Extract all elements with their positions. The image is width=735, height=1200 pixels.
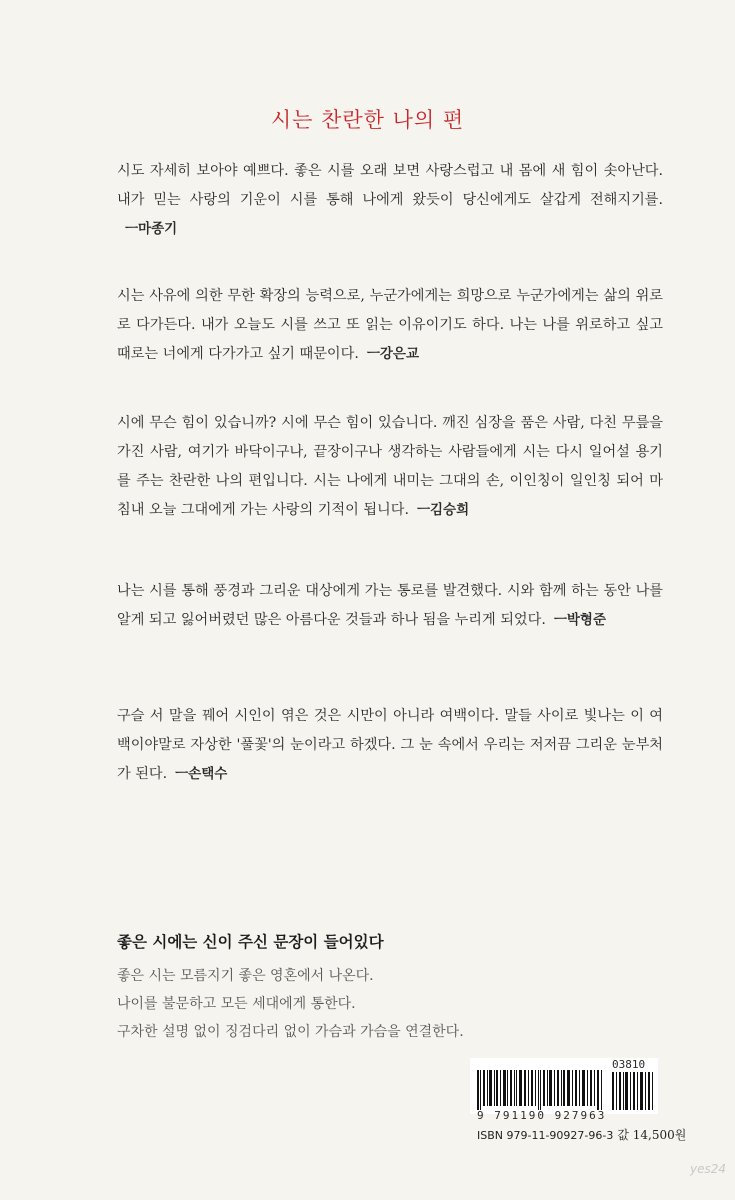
blurb-5: [117, 702, 663, 789]
blurb-text: 시도 자세히 보아야 예쁘다. 좋은 시를 오래 보면 사랑스럽고 내 몸에 새 힘이 솟아난다. 내가 믿는 사랑의 기운이 시를 통해 나에게 왔듯이 당신에게도 살갑게 전해지기를.: [117, 163, 663, 208]
tagline-list: [117, 962, 464, 1046]
blurb-text: 시는 사유에 의한 무한 확장의 능력으로, 누군가에게는 희망으로 누군가에게는 삶의 위로로 다가든다. 내가 오늘도 시를 쓰고 또 읽는 이유이기도 하다. 나는 나를 위로하고 싶고 때로는 너에게 다가가고 싶기 때문이다.: [117, 288, 663, 362]
isbn-text: ISBN 979-11-90927-96-3: [477, 1129, 614, 1142]
tagline-line: 구차한 설명 없이 징검다리 없이 가슴과 가슴을 연결한다.: [117, 1024, 464, 1040]
watermark: yes24: [690, 1162, 727, 1176]
price-text: 값 14,500원: [617, 1128, 687, 1142]
blurb-author: ㅡ마종기: [125, 221, 178, 237]
barcode-icon: [477, 1070, 605, 1110]
blurb-text: 나는 시를 통해 풍경과 그리운 대상에게 가는 통로를 발견했다. 시와 함께 하는 동안 나를 알게 되고 잃어버렸던 많은 아름다운 것들과 하나 됨을 누리게 되었다.: [117, 583, 663, 628]
blurb-2: [117, 282, 663, 369]
addon-barcode-icon: [612, 1072, 654, 1110]
isbn-line: [477, 1126, 686, 1143]
tagline-line: 나이를 불문하고 모든 세대에게 통한다.: [117, 996, 356, 1012]
blurb-3: [117, 409, 663, 525]
blurb-text: 시에 무슨 힘이 있습니까? 시에 무슨 힘이 있습니다. 깨진 심장을 품은 사람, 다친 무릎을 가진 사람, 여기가 바닥이구나, 끝장이구나 생각하는 사람들에게 시는 다시 일어설 용기를 주는 찬란한 나의 편입니다. 시는 나에게 내미는 그대의 손, 이인칭이 일인칭 되어 마침내 오늘 그대에게 가는 사랑의 기적이 됩니다.: [117, 415, 663, 518]
blurb-4: [117, 577, 663, 635]
blurb-author: ㅡ박형준: [553, 612, 607, 628]
blurb-1: [117, 157, 663, 244]
barcode-addon-number: 03810: [612, 1058, 646, 1071]
blurb-author: ㅡ강은교: [366, 346, 420, 362]
subheading: 좋은 시에는 신이 주신 문장이 들어있다: [117, 933, 384, 951]
blurb-author: ㅡ김승희: [416, 502, 470, 518]
cover-title: 시는 찬란한 나의 편: [270, 108, 465, 132]
blurb-text: 구슬 서 말을 꿰어 시인이 엮은 것은 시만이 아니라 여백이다. 말들 사이로 빛나는 이 여백이야말로 자상한 '풀꽃'의 눈이라고 하겠다. 그 눈 속에서 우리는 저저끔 그리운 눈부처가 된다.: [117, 708, 663, 782]
barcode-number: 9 791190 927963: [477, 1109, 607, 1122]
tagline-line: 좋은 시는 모름지기 좋은 영혼에서 나온다.: [117, 968, 374, 984]
blurb-author: ㅡ손택수: [175, 766, 228, 782]
